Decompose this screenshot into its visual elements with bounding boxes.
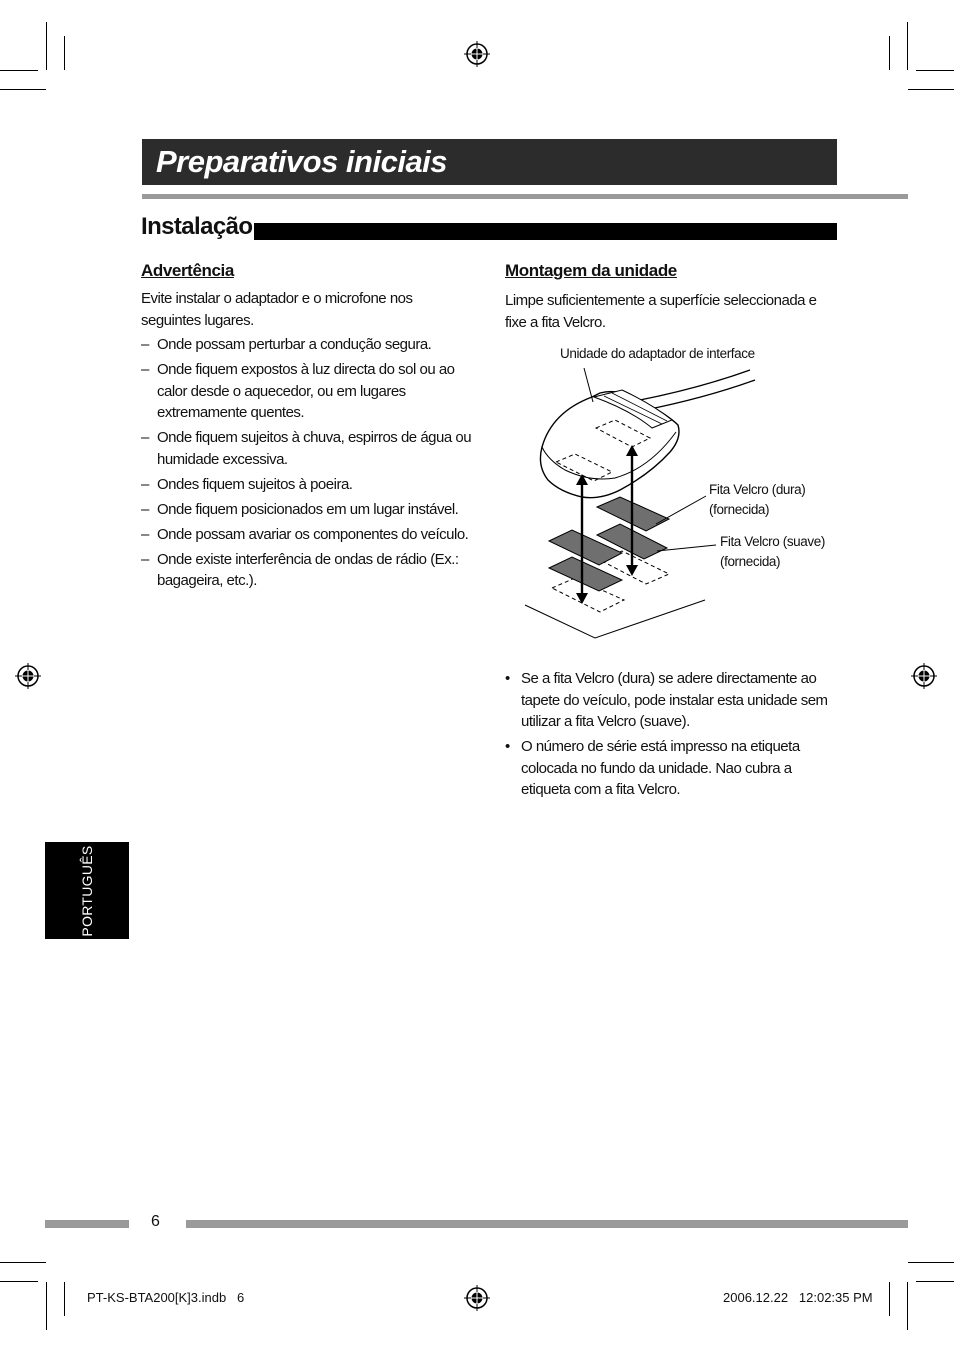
crop-mark [46,1282,47,1330]
section-title: Instalação [141,213,253,240]
registration-mark-icon [464,41,490,67]
mounting-heading: Montagem da unidade [505,261,677,280]
footer-bar-right [186,1220,908,1228]
crop-mark [908,89,954,90]
list-item: • Se a fita Velcro (dura) se adere directamente ao tapete do veículo, pode instalar esta unidade sem utilizar a fita Velcro (suave). [505,670,828,730]
list-item: – Ondes fiquem sujeitos à poeira. [141,475,353,493]
soft-velcro-label: Fita Velcro (suave) (fornecida) [720,534,825,569]
crop-mark [64,36,65,70]
crop-mark [46,22,47,70]
unit-label: Unidade do adaptador de interface [560,346,755,361]
mounting-notes [505,668,835,804]
mounting-intro: Limpe suficientemente a superfície seleccionada e fixe a fita Velcro. [505,292,817,331]
title-rule [142,194,908,199]
warning-column [141,261,476,595]
crop-mark [916,1281,954,1282]
footer-bar-left [45,1220,129,1228]
list-item: – Onde fiquem sujeitos à chuva, espirros de água ou humidade excessiva. [141,429,472,468]
crop-mark [908,1262,954,1263]
crop-mark [0,89,46,90]
crop-mark [889,1282,890,1316]
list-item: – Onde existe interferência de ondas de rádio (Ex.: bagageira, etc.). [141,550,459,589]
registration-mark-icon [464,1285,490,1311]
crop-mark [907,1282,908,1330]
crop-mark [0,70,38,71]
hard-velcro-label: Fita Velcro (dura) (fornecida) [709,482,806,517]
footer-timestamp: 2006.12.22 12:02:35 PM [723,1290,873,1305]
warning-heading: Advertência [141,261,234,280]
list-item: – Onde fiquem posicionados em um lugar instável. [141,500,459,518]
crop-mark [916,70,954,71]
list-item: • O número de série está impresso na etiqueta colocada no fundo da unidade. Nao cubra a etiqueta com a fita Velcro. [505,738,800,798]
list-item: – Onde possam perturbar a condução segura. [141,336,432,353]
warning-list [141,334,476,592]
warning-intro: Evite instalar o adaptador e o microfone nos seguintes lugares. [141,290,413,329]
crop-mark [0,1262,46,1263]
crop-mark [0,1281,38,1282]
list-item: – Onde possam avariar os componentes do veículo. [141,525,469,543]
registration-mark-icon [15,663,41,689]
language-tab-label: PORTUGUÊS [79,844,95,937]
page-title: Preparativos iniciais [142,139,837,185]
footer-file: PT-KS-BTA200[K]3.indb 6 [87,1290,245,1305]
registration-mark-icon [911,663,937,689]
crop-mark [64,1282,65,1316]
crop-mark [889,36,890,70]
list-item: – Onde fiquem expostos à luz directa do sol ou ao calor desde o aquecedor, ou em lugares extremamente quentes. [141,361,455,421]
page-number: 6 [151,1213,160,1230]
crop-mark [907,22,908,70]
language-tab [45,842,129,939]
section-title-bar [254,223,837,240]
